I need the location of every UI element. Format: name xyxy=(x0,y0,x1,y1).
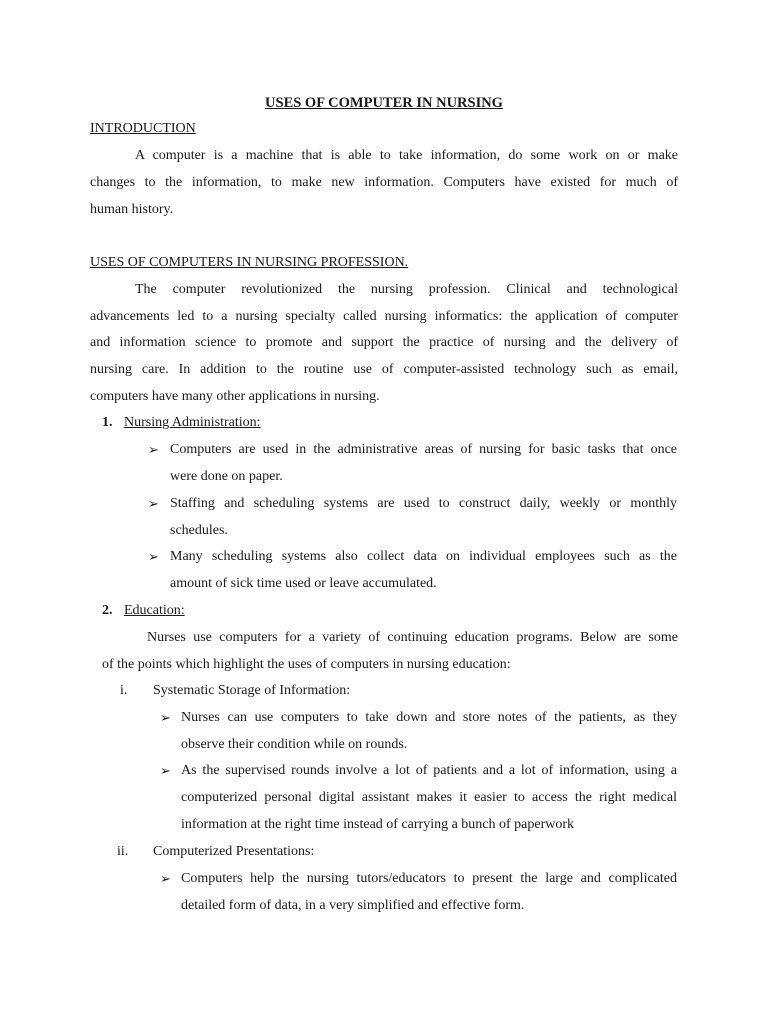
profession-line-4: nursing care. In addition to the routine use of computer-assisted technology such as email, xyxy=(90,362,678,377)
profession-line-1: The computer revolutionized the nursing profession. Clinical and technological xyxy=(135,282,678,297)
document-title: USES OF COMPUTER IN NURSING xyxy=(265,95,503,111)
sub2-heading: Computerized Presentations: xyxy=(153,844,315,859)
sub2-numeral: ii. xyxy=(117,844,129,859)
admin-bullet-1-line-1: Computers are used in the administrative areas of nursing for basic tasks that once xyxy=(170,442,677,457)
sub1-heading: Systematic Storage of Information: xyxy=(153,683,351,698)
education-heading: Education: xyxy=(124,603,185,618)
sub2-bullet-1-line-1: Computers help the nursing tutors/educators to present the large and complicated xyxy=(181,871,677,886)
admin-heading: Nursing Administration: xyxy=(124,415,261,430)
sub1-bullet-1-line-2: observe their condition while on rounds. xyxy=(181,737,408,752)
admin-bullet-3-line-2: amount of sick time used or leave accumulated. xyxy=(170,576,437,591)
admin-bullet-1-line-2: were done on paper. xyxy=(170,469,283,484)
sub1-bullet-2-line-1: As the supervised rounds involve a lot of patients and a lot of information, using a xyxy=(181,763,677,778)
sub1-numeral: i. xyxy=(120,683,128,698)
profession-heading: USES OF COMPUTERS IN NURSING PROFESSION. xyxy=(90,255,409,270)
admin-bullet-2-line-1: Staffing and scheduling systems are used to construct daily, weekly or monthly xyxy=(170,496,677,511)
bullet-arrow-icon: ➢ xyxy=(148,496,159,511)
bullet-arrow-icon: ➢ xyxy=(160,871,171,886)
profession-line-2: advancements led to a nursing specialty called nursing informatics: the application of computer xyxy=(90,309,678,324)
profession-line-5: computers have many other applications in nursing. xyxy=(90,389,380,404)
profession-line-3: and information science to promote and support the practice of nursing and the delivery of xyxy=(90,335,678,350)
sub1-bullet-2-line-3: information at the right time instead of carrying a bunch of paperwork xyxy=(181,817,575,832)
intro-line-2: changes to the information, to make new information. Computers have existed for much of xyxy=(90,175,678,190)
admin-number: 1. xyxy=(102,415,113,430)
bullet-arrow-icon: ➢ xyxy=(148,442,159,457)
intro-heading: INTRODUCTION xyxy=(90,121,196,136)
sub1-bullet-2-line-2: computerized personal digital assistant makes it easier to access the right medical xyxy=(181,790,677,805)
education-line-1: Nurses use computers for a variety of continuing education programs. Below are some xyxy=(147,630,678,645)
admin-bullet-3-line-1: Many scheduling systems also collect data on individual employees such as the xyxy=(170,549,677,564)
bullet-arrow-icon: ➢ xyxy=(148,549,159,564)
admin-bullet-2-line-2: schedules. xyxy=(170,523,228,538)
education-line-2: of the points which highlight the uses of computers in nursing education: xyxy=(102,657,511,672)
bullet-arrow-icon: ➢ xyxy=(160,763,171,778)
intro-line-1: A computer is a machine that is able to take information, do some work on or make xyxy=(135,148,678,163)
intro-line-3: human history. xyxy=(90,202,174,217)
sub1-bullet-1-line-1: Nurses can use computers to take down and store notes of the patients, as they xyxy=(181,710,677,725)
sub2-bullet-1-line-2: detailed form of data, in a very simplified and effective form. xyxy=(181,898,525,913)
bullet-arrow-icon: ➢ xyxy=(160,710,171,725)
education-number: 2. xyxy=(102,603,113,618)
